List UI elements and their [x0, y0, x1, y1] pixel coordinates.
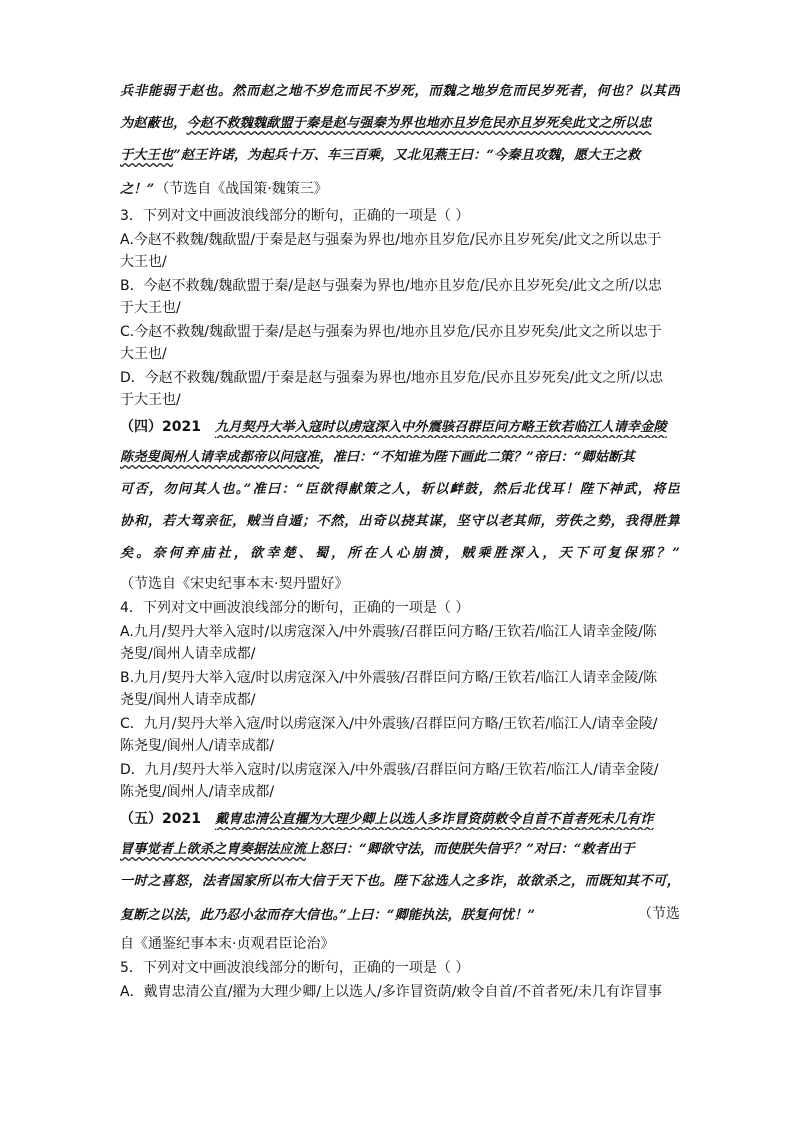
passage4-source: （节选自《宋史纪事本末·契丹盟好》: [120, 576, 349, 592]
passage3-line-4-text: 之！”: [120, 182, 155, 197]
passage3-source: （节选自《战国策·魏策三》: [162, 181, 328, 197]
passage5-line-2-plain: 上怒曰：“卿欲守法，而使朕失信乎？”对曰：“敕者出于: [306, 842, 635, 857]
passage3-wavy-segment-2: 于大王也: [120, 148, 174, 163]
passage4-tag: （四）: [120, 419, 162, 435]
q4-option-b-line-1: B.九月/契丹大举入寇/时以虏寇深入/中外震骇/召群臣问方略/王钦若/临江人请幸金陵/陈: [120, 670, 658, 686]
passage5-line-1: [120, 806, 680, 830]
passage3-line-1: 兵非能弱于赵也。然而赵之地不岁危而民不岁死，而魏之地岁危而民岁死者，何也？以其西: [120, 84, 680, 99]
passage5-tag: （五）: [120, 811, 162, 827]
passage5-line-4: [120, 902, 680, 926]
q4-option-c-line-2: 陈尧叟/阆州人/请幸成都/: [120, 738, 275, 754]
passage3-wavy-segment-1: 今赵不救魏魏歃盟于秦是赵与强秦为界也地亦且岁危民亦且岁死矣此文之所以忠: [186, 116, 652, 131]
q3-stem: 3．下列对文中画波浪线部分的断句，正确的一项是（ ）: [120, 208, 470, 224]
passage5-year: 2021: [162, 811, 201, 827]
passage3-line-3-plain: ”赵王许诺，为起兵十万、车三百乘，又北见燕王曰：“今秦且攻魏，愿大王之救: [173, 148, 641, 163]
passage5-wavy-segment-2: 冒事觉者上欲杀之胄奏据法应流: [120, 842, 307, 857]
q5-stem: 5．下列对文中画波浪线部分的断句，正确的一项是（ ）: [120, 960, 470, 976]
passage4-line-4: 协和，若大驾亲征，贼当自遁；不然，出奇以挠其谋，坚守以老其师，劳佚之势，我得胜算: [120, 514, 680, 529]
q3-option-d-line-1: D．今赵不救魏/魏歃盟/于秦是赵与强秦为界也/地亦且岁危/民亦且岁死矣/此文之所/以忠: [120, 370, 664, 386]
q4-option-a-line-1: A.九月/契丹大举入寇时/以虏寇深入/中外震骇/召群臣问方略/王钦若/临江人请幸金陵/陈: [120, 624, 657, 640]
q3-option-a-line-2: 大王也/: [120, 254, 167, 270]
passage4-line-2-plain: ，准曰：“不知谁为陛下画此二策？”帝曰：“卿姑断其: [319, 450, 635, 465]
passage3-line-2-plain: 为赵蔽也，: [120, 116, 187, 131]
q3-option-b-line-2: 于大王也/: [120, 300, 181, 316]
passage3-line-2: [120, 112, 680, 136]
q5-option-a-line-1: A．戴胄忠清公直/擢为大理少卿/上以选人/多诈冒资荫/敕令自首/不首者死/未几有诈冒事: [120, 984, 662, 1000]
passage4-line-2: [120, 446, 680, 470]
passage4-wavy-segment-1: 九月契丹大举入寇时以虏寇深入中外震骇召群臣问方略王钦若临江人请幸金陵: [214, 420, 667, 435]
passage5-line-3: 一时之喜怒，法者国家所以布大信于天下也。陛下忿选人之多诈，故欲杀之，而既知其不可，: [120, 874, 680, 889]
q3-option-c-line-1: C.今赵不救魏/魏歃盟于秦/是赵与强秦为界也/地亦且岁危/民亦且岁死矣/此文之所以忠于: [120, 324, 662, 340]
passage4-line-5: 矣。奈何弃庙社，欲幸楚、蜀，所在人心崩溃，贼乘胜深入，天下可复保邪？”: [120, 546, 680, 561]
passage5-source: 自《通鉴纪事本末·贞观君臣论治》: [120, 936, 335, 952]
q4-option-b-line-2: 尧叟/阆州人请幸成都/: [120, 692, 256, 708]
passage4-line-3: 可否，勿问其人也。”准曰：“臣欲得献策之人，斩以衅鼓，然后北伐耳！陛下神武，将臣: [120, 482, 680, 497]
q4-option-d-line-2: 陈尧叟/阆州人/请幸成都/: [120, 784, 275, 800]
q3-option-b-line-1: B．今赵不救魏/魏歃盟于秦/是赵与强秦为界也/地亦且岁危/民亦且岁死矣/此文之所/以忠: [120, 278, 662, 294]
passage3-line-4: [120, 176, 680, 200]
passage3-line-3: [120, 144, 680, 168]
q3-option-c-line-2: 大王也/: [120, 346, 167, 362]
q4-option-c-line-1: C．九月/契丹大举入寇/时以虏寇深入/中外震骇/召群臣问方略/王钦若/临江人/请幸金陵/: [120, 716, 658, 732]
q3-option-a-line-1: A.今赵不救魏/魏歃盟/于秦是赵与强秦为界也/地亦且岁危/民亦且岁死矣/此文之所以忠于: [120, 232, 662, 248]
passage4-year: 2021: [162, 419, 201, 435]
q4-option-d-line-1: D．九月/契丹大举入寇时/以虏寇深入/中外震骇/召群臣问方略/王钦若/临江人/请幸金陵/: [120, 762, 659, 778]
passage5-source-start: （节选: [638, 906, 680, 922]
passage4-line-1: [120, 414, 680, 438]
passage5-line-2: [120, 838, 680, 862]
q4-stem: 4．下列对文中画波浪线部分的断句，正确的一项是（ ）: [120, 600, 470, 616]
passage5-wavy-segment-1: 戴胄忠清公直擢为大理少卿上以选人多诈冒资荫敕令自首不首者死未几有诈: [214, 812, 654, 827]
passage5-line-4-text: 复断之以法，此乃忍小忿而存大信也。”上曰：“卿能执法，朕复何忧！”: [120, 908, 536, 923]
q4-option-a-line-2: 尧叟/阆州人请幸成都/: [120, 646, 256, 662]
passage4-wavy-segment-2: 陈尧叟阆州人请幸成都帝以问寇准: [120, 450, 320, 465]
q3-option-d-line-2: 于大王也/: [120, 392, 181, 408]
